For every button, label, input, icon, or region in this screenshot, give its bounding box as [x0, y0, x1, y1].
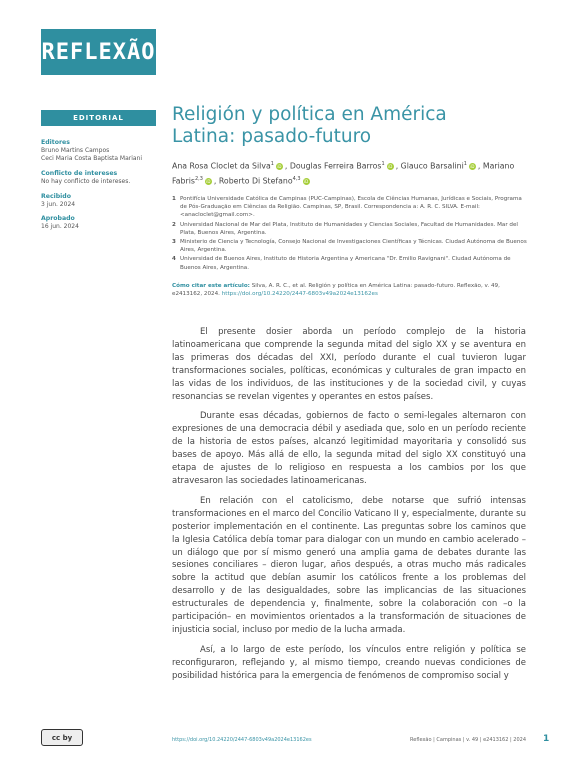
- affiliation-text: Universidad de Buenos Aires, Instituto de Historia Argentina y Americana "Dr. Emilio Ravignani". Ciudad Autónoma de Buenos Aires, Argentina.: [180, 256, 511, 271]
- author-list: Ana Rosa Cloclet da Silva$^1$ iD , Douglas Ferreira Barros$^1$ iD , Glauco Barsalini$^1$ iD , Mariano Fabris$^{2,3}$ iD , Roberto Di Stefano$^{4,3}$ iD: [172, 161, 515, 186]
- affiliation-text: Ministerio de Ciencia y Tecnología, Consejo Nacional de Investigaciones Científicas y Técnicas. Ciudad Autónoma de Buenos Aires, Argentina.: [180, 239, 527, 254]
- editor-name: Ceci Maria Costa Baptista Mariani: [41, 155, 143, 162]
- affiliations: [172, 195, 530, 273]
- affiliation-number: 4: [172, 256, 176, 263]
- approved-label: Aprobado: [41, 215, 75, 222]
- affiliation: [172, 255, 530, 271]
- orcid-icon[interactable]: iD: [303, 178, 309, 184]
- body-paragraph: El presente dosier aborda un período complejo de la historia latinoamericana que comprende la segunda mitad del siglo XX y se aventura en las primeras dos décadas del XXI, período durante el cual tuvieron lugar transformaciones sociales, políticas, económicas y culturales de gran impacto en las vidas de los individuos, de las instituciones y de la sociedad civil, y cuyas resonancias se revelan vigentes y operantes en estos países.: [172, 327, 526, 402]
- received-label: Recibido: [41, 193, 71, 200]
- affiliation: [172, 221, 530, 237]
- conflict-block: [41, 170, 159, 186]
- cc-license-badge[interactable]: [41, 729, 83, 746]
- author-name: Glauco Barsalini: [400, 161, 464, 171]
- author-name: Roberto Di Stefano: [218, 176, 293, 186]
- received-block: [41, 193, 159, 209]
- body-paragraph: En relación con el catolicismo, debe notarse que sufrió intensas transformaciones en el marco del Concilio Vaticano II y, especialmente, durante su posterior implementación en el continente. Las preguntas sobre los caminos que la Iglesia Católica debía tomar para dialogar con un mundo en cambio acelerado – un diálogo que por sí mismo generó una amplia gama de debates durante las sesiones conciliares – dieron lugar, años después, a otras mucho más radicales sobre la actitud que debían asumir los católicos frente a los problemas del desarrollo y de las desigualdades, sobre las implicancias de las situaciones estructurales de dependencia y, finalmente, sobre la colaboración con –o la participación– en movimientos orientados a la transformación de situaciones de injusticia social, incluso por medio de la lucha armada.: [172, 495, 526, 635]
- received-date: 3 jun. 2024: [41, 201, 76, 208]
- footer-doi[interactable]: https://doi.org/10.24220/2447-6803v49a2024e13162es: [172, 737, 312, 743]
- editors-block: [41, 139, 159, 163]
- conflict-text: No hay conflicto de intereses.: [41, 178, 131, 185]
- approved-date: 16 jun. 2024: [41, 223, 79, 230]
- affiliation-text: Universidad Nacional de Mar del Plata, Instituto de Humanidades y Ciencias Sociales, Facultad de Humanidades. Mar del Plata, Buenos Aires, Argentina.: [180, 221, 518, 236]
- orcid-icon[interactable]: iD: [277, 164, 282, 170]
- author-name: Douglas Ferreira Barros: [289, 161, 382, 171]
- affiliation-number: 2: [172, 221, 176, 228]
- author-name: Mariano Fabris: [172, 161, 515, 186]
- body-paragraph: Durante esas décadas, gobiernos de facto o semi-legales alternaron con expresiones de una democracia débil y asediada que, solo en un período reciente de la historia de estos países, alcanzó legitimidad mayoritaria y consolidó sus bases de apoyo. Más allá de ello, la segunda mitad del siglo XX constituyó una etapa de ajustes de lo religioso en respuesta a los cambios por los que atravesaron las sociedades latinoamericanas.: [172, 411, 526, 486]
- title-line: Latina: pasado-futuro: [172, 126, 372, 147]
- section-label: EDITORIAL: [41, 110, 156, 126]
- conflict-label: Conflicto de intereses: [41, 170, 118, 177]
- orcid-icon[interactable]: iD: [206, 178, 211, 184]
- orcid-icon[interactable]: iD: [388, 164, 393, 170]
- orcid-icon[interactable]: iD: [470, 164, 475, 170]
- citation-doi-link[interactable]: https://doi.org/10.24220/2447-6803v49a2024e13162es: [221, 291, 378, 297]
- affiliation-number: 3: [172, 239, 176, 246]
- author-affil-ref: 1: [381, 161, 385, 167]
- author-affil-ref: 1: [463, 161, 467, 167]
- body-paragraph: Así, a lo largo de este período, los vínculos entre religión y política se reconfiguraron, reflejando y, al mismo tiempo, creando nuevas condiciones de posibilidad histórica para la emergencia de fenómenos de compromiso social y: [172, 644, 526, 681]
- affiliation: [172, 195, 530, 220]
- affiliation-number: 1: [172, 196, 176, 202]
- author-name: Ana Rosa Cloclet da Silva: [172, 161, 271, 171]
- article-body: [172, 326, 526, 690]
- cc-license-text: cc by: [51, 733, 73, 742]
- citation-text: Silva, A. R. C., et al. Religión y política en América Latina: pasado-futuro. Reflexão, v. 49, e2413162, 2024.: [172, 283, 500, 297]
- affiliation: [172, 238, 530, 254]
- author-affil-ref: 2,3: [194, 175, 203, 182]
- journal-logo: REFLEXÃO: [41, 29, 156, 75]
- article-title: [172, 104, 532, 148]
- approved-block: [41, 215, 159, 231]
- affiliation-text: Pontifícia Universidade Católica de Campinas (PUC-Campinas), Escola de Ciências Humanas, Jurídicas e Sociais, Programa de Pós-Graduação em Ciências da Religião. Campinas, SP, Brasil. Correspondencia a: A. R. C. SILVA. E-mail: <anacloclet@gmail.com>.: [180, 196, 522, 219]
- citation: [172, 282, 530, 298]
- author-affil-ref: 1: [270, 161, 274, 167]
- citation-label: Cómo citar este artículo:: [172, 283, 250, 289]
- footer-journal-ref: Reflexão | Campinas | v. 49 | e2413162 | 2024: [410, 737, 527, 743]
- page-number: 1: [543, 734, 550, 744]
- title-line: Religión y política en América: [172, 104, 447, 125]
- editors-label: Editores: [41, 139, 70, 146]
- editor-name: Bruno Martins Campos: [41, 147, 110, 154]
- author-affil-ref: 4,3: [292, 175, 301, 182]
